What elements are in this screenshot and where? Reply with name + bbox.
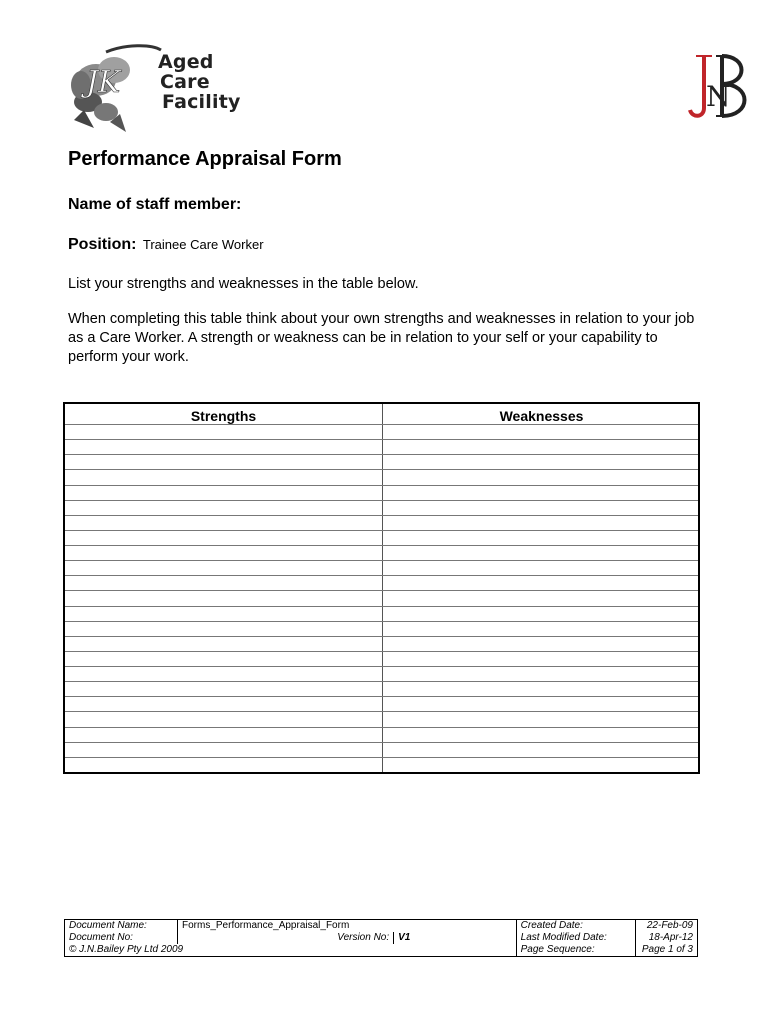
- weaknesses-header: Weaknesses: [499, 408, 584, 424]
- sequence-label: Page Sequence:: [516, 944, 635, 957]
- table-row: [65, 515, 698, 516]
- document-footer: [64, 919, 698, 957]
- page-title: Performance Appraisal Form: [68, 148, 342, 170]
- table-row: [65, 454, 698, 455]
- spacer-cell: [394, 920, 517, 933]
- table-row: [65, 439, 698, 440]
- modified-label: Last Modified Date:: [516, 932, 635, 944]
- logo-line-care: Care: [160, 71, 210, 93]
- logo-text: [158, 52, 241, 112]
- table-row: [65, 681, 698, 682]
- spacer-cell: [290, 944, 394, 957]
- strengths-header: Strengths: [190, 408, 257, 424]
- doc-name-value: Forms_Performance_Appraisal_Form: [178, 920, 394, 933]
- strengths-weaknesses-table: [63, 402, 700, 774]
- position-line: [68, 236, 264, 254]
- table-row: [65, 575, 698, 576]
- version-label: Version No:: [337, 932, 390, 943]
- table-row: [65, 621, 698, 622]
- staff-name-label: Name of staff member:: [68, 196, 242, 213]
- table-row: [65, 757, 698, 758]
- table-row: [65, 545, 698, 546]
- table-row: [65, 469, 698, 470]
- copyright-text: © J.N.Bailey Pty Ltd 2009: [69, 944, 184, 955]
- table-row: [65, 711, 698, 712]
- created-label: Created Date:: [516, 920, 635, 933]
- rose-monogram-icon: [66, 40, 166, 135]
- table-row: [65, 560, 698, 561]
- version-value: V1: [394, 932, 517, 944]
- position-value: Trainee Care Worker: [142, 237, 264, 252]
- svg-text:N: N: [706, 80, 731, 113]
- svg-text:JK: JK: [86, 65, 121, 100]
- table-row: [65, 651, 698, 652]
- table-row: [65, 742, 698, 743]
- logo-line-aged: Aged: [158, 51, 214, 73]
- aged-care-logo: [66, 40, 246, 135]
- table-row: [65, 590, 698, 591]
- table-row: [65, 485, 698, 486]
- table-row: [65, 696, 698, 697]
- position-label: Position:: [68, 236, 137, 253]
- logo-line-facility: Facility: [162, 91, 241, 113]
- jnb-monogram-icon: [686, 50, 752, 122]
- guidance-text: When completing this table think about your own strengths and weaknesses in relation to your job as a Care Worker. A strength or weakness can be in relation to your self or your capability to perform your work.: [68, 311, 695, 365]
- sequence-value: Page 1 of 3: [635, 944, 697, 957]
- doc-no-label: Document No:: [69, 932, 133, 943]
- jnb-logo: [686, 50, 752, 122]
- doc-no-value: [178, 932, 291, 944]
- table-row: [65, 636, 698, 637]
- table-row: [65, 666, 698, 667]
- created-value: 22-Feb-09: [635, 920, 697, 933]
- table-row: [65, 424, 698, 425]
- spacer-cell: [394, 944, 517, 957]
- table-row: [65, 530, 698, 531]
- table-row: [65, 606, 698, 607]
- table-row: [65, 500, 698, 501]
- instruction-text: List your strengths and weaknesses in the table below.: [68, 276, 419, 292]
- doc-name-label: Document Name:: [69, 920, 147, 931]
- table-row: [65, 727, 698, 728]
- modified-value: 18-Apr-12: [635, 932, 697, 944]
- column-divider: [382, 404, 383, 772]
